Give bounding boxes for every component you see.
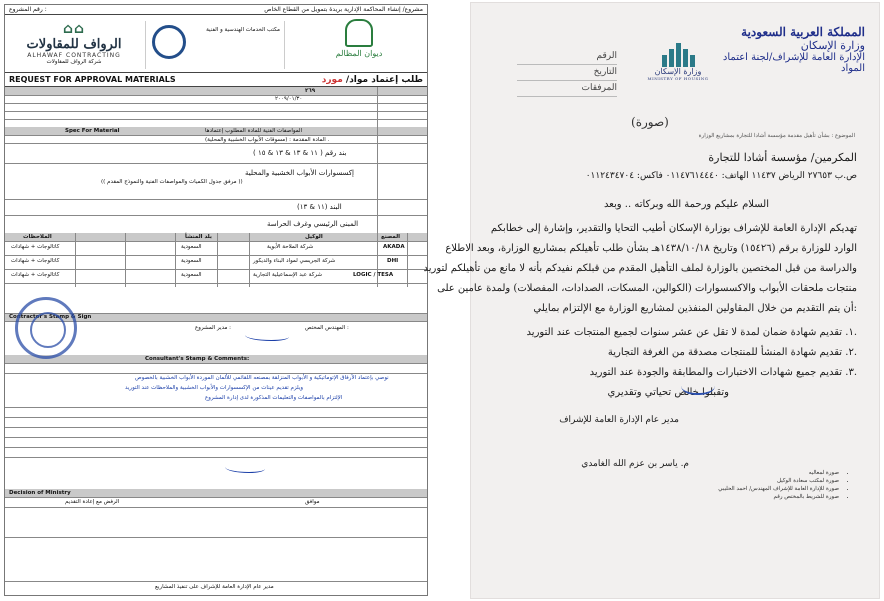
logo-name-en: MINISTRY OF HOUSING [647, 76, 709, 81]
contractor-logo-mark: ⌂⌂ [62, 21, 86, 37]
row1-maker: AKADA [383, 244, 405, 250]
row3-note: كاتالوجات + شهادات [11, 272, 60, 278]
col-maker: المصنع [381, 234, 401, 240]
consultant-name: مكتب الخدمات الهندسية و الفنية [206, 27, 280, 33]
attachment-note: (( مرفق جدول الكميات والمواصفات الفنية والنموذج المقدم )) [101, 179, 243, 185]
signer-title: مدير عام الإدارة العامة للإشراف [559, 415, 679, 425]
row1-origin: السعودية [181, 244, 202, 250]
condition-1: ١. تقديم شهادة ضمان لمدة لا تقل عن عشر سنوات لجميع المنتجات عند التوريد. [526, 327, 857, 338]
row2-maker: DHI [387, 258, 399, 264]
cc-item: • صورة للإدارة العامة للإشراف المهندس/ احمد الحليبي [718, 485, 839, 493]
logo-name-ar: وزارة الإسكان [654, 67, 702, 76]
letter-kingdom: المملكة العربية السعودية [741, 25, 865, 39]
project-number-label: رقم المشروع : [9, 6, 47, 13]
cc-item: • صورة لمعاليه [718, 469, 839, 477]
form-logos-row [5, 15, 427, 73]
contractor-name-ar: الرواف للمقاولات [26, 37, 122, 52]
band-1 [5, 87, 427, 95]
spec-header: Spec For Material [65, 128, 120, 134]
consultant-signature-icon [225, 463, 265, 473]
form-title-ar [322, 75, 423, 85]
row2-origin: السعودية [181, 258, 202, 264]
cc-list [718, 469, 839, 501]
item-description: إكسسوارات الأبواب الخشبية والمحلية [245, 169, 354, 177]
ministry-of-housing-logo [645, 39, 711, 81]
cc-item: • صورة لمكتب سعادة الوكيل [718, 477, 839, 485]
letter-closing: وتقبلوا خالص تحياتي وتقديري [607, 387, 729, 398]
material-title: المادة المقدمة : (مسوقات الأبواب الخشبية والمحلية) . [205, 137, 330, 143]
consultant-comment-2: ويلزم تقديم عينات من الإكسسوارات والأبواب الخشبية والملاحظات عند التوريد [125, 385, 304, 391]
signature-icon [681, 375, 715, 395]
letter-para-1: تهديكم الإدارة العامة للإشراف بوزارة الإسكان أطيب التحايا والتقدير، وإشارة إلى خطابكم [490, 223, 857, 234]
ministry-sub: ديوان المظالم [335, 49, 383, 58]
row3-origin: السعودية [181, 272, 202, 278]
location: المبنى الرئيسي وغرف الحراسة [267, 220, 359, 228]
field-attachments: المرفقات [517, 81, 617, 97]
reject-option[interactable]: الرفض مع إعادة التقديم [65, 499, 120, 505]
copy-mark: (صورة) [631, 115, 669, 129]
col-agent: الوكيل [305, 234, 323, 240]
col-notes: الملاحظات [23, 234, 52, 240]
letter-addressee: المكرمين/ مؤسسة أشادا للتجارة [708, 151, 857, 164]
row2-agent: شركة الجريسي لمواد البناء والديكور [253, 258, 336, 264]
letter-meta-fields [517, 49, 617, 97]
condition-3: ٣. تقديم جميع شهادات الاختبارات والمطابقة والجودة عند التوريد. [589, 367, 857, 378]
palm-emblem-icon [345, 19, 373, 47]
item-reference: بند رقم ( ١١ & ١٣ & ١٣ & ١٥ ) [253, 149, 347, 157]
form-footer: مدير عام الإدارة العامة للإشراف على تنفيذ المشاريع [155, 584, 274, 590]
letter-ministry: وزارة الإسكان [800, 39, 865, 52]
consultant-comment-1: نوصي بإعتماد الآرفاق الإتوماتيكية و الأبواب المنزلقة بمصنعه اللقائمي للألمان الموردة الأبواب الخشبية بالخصوص [135, 375, 389, 381]
manager-label: مدير المشروع : [195, 325, 232, 331]
letter-greeting: السلام عليكم ورحمة الله وبركاته .. وبعد [603, 199, 769, 210]
field-date: التاريخ [517, 65, 617, 81]
letter-para-4: منتجات ملحقات الأبواب والاكسسوارات (الكوالين، المسكات، الصدادات، المفصلات) ولمدة عامين على [437, 283, 857, 294]
manager-signature-icon [245, 331, 289, 341]
consultant-emblem-icon [152, 25, 186, 59]
letter-para-3: والدراسة من قبل المختصين بالوزارة لملف التأهيل المقدم من قبلكم نفيدكم بأنه لا مانع من تأهيلكم لتوريد [423, 263, 857, 274]
condition-2: ٢. تقديم شهادة المنشأ للمنتجات مصدقة من الغرفة التجارية. [607, 347, 857, 358]
letter-subject: الموضوع : بشأن تأهيل مقدمة مؤسسة أشادا للتجارة بمشاريع الوزارة [698, 133, 855, 139]
spec-header-ar: المواصفات الفنية للمادة المطلوب إعتمادها [205, 128, 303, 134]
ministry-logo [299, 19, 419, 71]
contractor-stamp-label: Contractor's Stamp & Sign [9, 314, 92, 320]
contractor-logo [11, 21, 137, 69]
field-number: الرقم [517, 49, 617, 65]
row3-agent: شركة عبد الإسماعيلية التجارية [253, 272, 323, 278]
letter-department: الإدارة العامة للإشراف/لجنة اعتماد المواد [722, 52, 865, 74]
cc-item: • صورة للشريط بالمختص رقم [718, 493, 839, 501]
contractor-stamp-icon [15, 297, 77, 359]
row1-note: كاتالوجات + شهادات [11, 244, 60, 250]
row2-note: كاتالوجات + شهادات [11, 258, 60, 264]
ministry-letter-document [423, 2, 880, 599]
row1-agent: شركة الملاحة الأبوية [267, 244, 314, 250]
row3-maker: LOGIC / TESA [353, 272, 394, 278]
col-origin: بلد المنشأ [185, 234, 212, 240]
form-date: ٢٠٠٩/٠١/٣٠ [275, 96, 303, 102]
band-reference: البند (١١ & ١٣) [297, 203, 342, 211]
form-top-row [5, 5, 427, 15]
ref-number: ٢٦٩ [305, 88, 316, 94]
signer-name: م. ياسر بن عزم الله الغامدي [581, 459, 689, 469]
letter-heading [715, 25, 865, 74]
consultant-stamp-label: Consultant's Stamp & Comments: [145, 356, 250, 362]
letter-para-5: أن يتم التقديم من خلال المقاولين المنفذين لمشاريع الوزارة مع الإلتزام بمايلي: [533, 303, 857, 314]
form-title-row [5, 73, 427, 87]
approve-option[interactable]: موافق [305, 499, 320, 505]
form-title-ar-red: مورد [321, 74, 343, 85]
contractor-name-en: ALHAWAF CONTRACTING [27, 52, 121, 59]
consultant-logo [145, 21, 285, 69]
form-title-ar-text: طلب إعتماد مواد/ [345, 74, 423, 85]
letter-pobox: ص.ب ٢٧٦٥٣ الرياض ١١٤٣٧ الهاتف: ٠١١٤٧٦١٤٤٤٠ فاكس: ٠١١٢٤٣٤٧٠٤ [585, 171, 857, 181]
consultant-comment-3: الإلتزام بالمواصفات والتعليمات المذكورة لدى إدارة المشروع [205, 395, 343, 401]
letter-para-2: الوارد للوزارة برقم (١٥٤٢٦) وتاريخ ١٤٣٨/١٠/١٨هـ بشأن طلب تأهيلكم بمشاريع الوزارة، وبعد الاطلاع [445, 243, 857, 254]
contractor-sub: شركة الرواف للمقاولات [46, 59, 102, 65]
engineer-label: المهندس المختص : [305, 325, 349, 331]
approval-form-document [4, 4, 428, 596]
project-name: مشروع/ إنشاء المحاكمة الإدارية بريدة بتمويل من القطاع الخاص [264, 6, 423, 13]
decision-label: Decision of Ministry [9, 490, 71, 496]
form-material-grid [5, 87, 427, 287]
housing-logo-icon [645, 39, 711, 67]
band-table-head [5, 233, 427, 241]
form-title-en: REQUEST FOR APPROVAL MATERIALS [9, 75, 176, 84]
